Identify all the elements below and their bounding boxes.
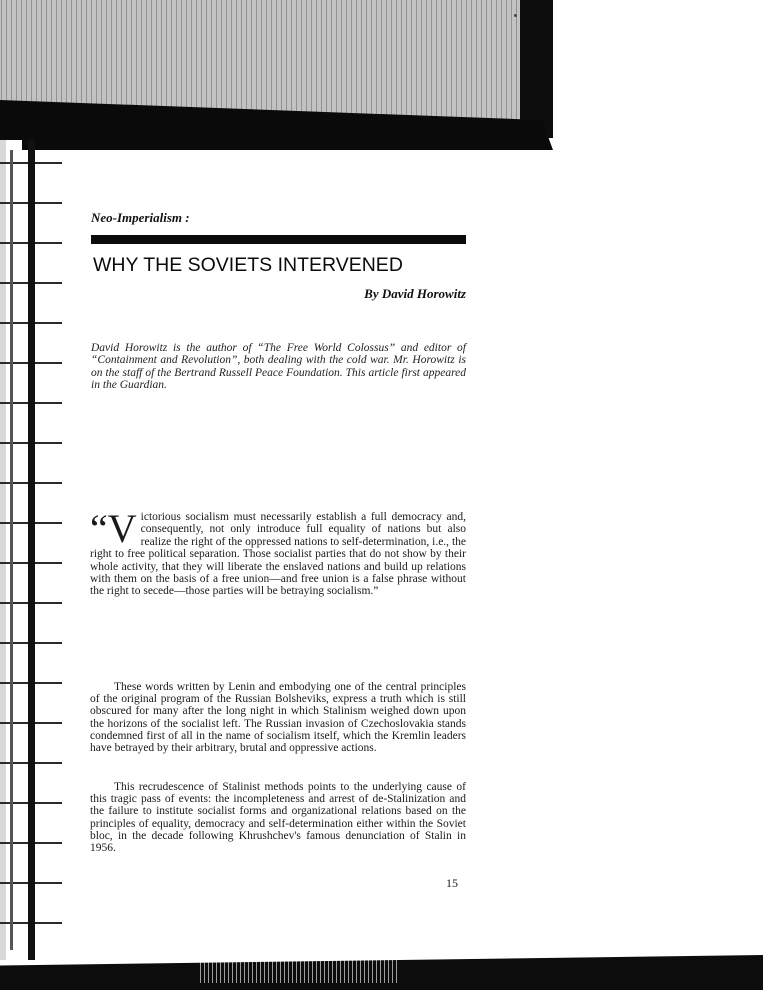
scan-binding-rod [28, 140, 35, 960]
article-byline: By David Horowitz [364, 286, 466, 301]
scan-binding-line [10, 150, 13, 950]
drop-cap: “V [90, 506, 137, 551]
body-paragraph: These words written by Lenin and embodying one of the central principles of the original program of the Russian Bolsheviks, express a truth which is still obscured for many after the long night in which Stalinism weighed down upon the horizons of the socialist left. The Russian invasion of Czechoslovakia stands condemned first of all in the name of socialism itself, which the Kremlin leaders have betrayed by their arbitrary, brutal and oppressive actions. [90, 681, 466, 755]
scan-speck [514, 14, 517, 17]
section-label: Neo-Imperialism : [91, 210, 190, 225]
quote-body: ictorious socialism must necessarily establish a full democracy and, consequently, not only introduce full equality of nations but also realize the right of the oppressed nations to self-determination, i.e., the right to free political separation. Those socialist parties that do not show by their whole activity, that they will liberate the enslaved nations and build up relations with them on the basis of a free union—and free union is a false phrase without the right to secede—those parties will be betraying socialism.” [90, 511, 466, 598]
article-headline: WHY THE SOVIETS INTERVENED [93, 254, 403, 276]
body-paragraph: This recrudescence of Stalinist methods points to the underlying cause of this tragic pass of events: the incompleteness and arrest of de-Stalinization and the failure to institute socialist forms and organizational relations based on the principles of equality, democracy and self-determination either within the Soviet bloc, in the decade following Khrushchev's famous denunciation of Stalin in 1956. [90, 781, 466, 855]
heading-rule [91, 235, 466, 244]
page-number: 15 [446, 876, 458, 890]
lenin-quote [90, 506, 466, 598]
author-intro: David Horowitz is the author of “The Free World Colossus” and editor of “Containment and Revolution”, both dealing with the cold war. Mr. Horowitz is on the staff of the Bertrand Russell Peace Foundation. This article first appeared in the Guardian. [91, 342, 466, 391]
scan-bottom-stripes [200, 958, 400, 983]
